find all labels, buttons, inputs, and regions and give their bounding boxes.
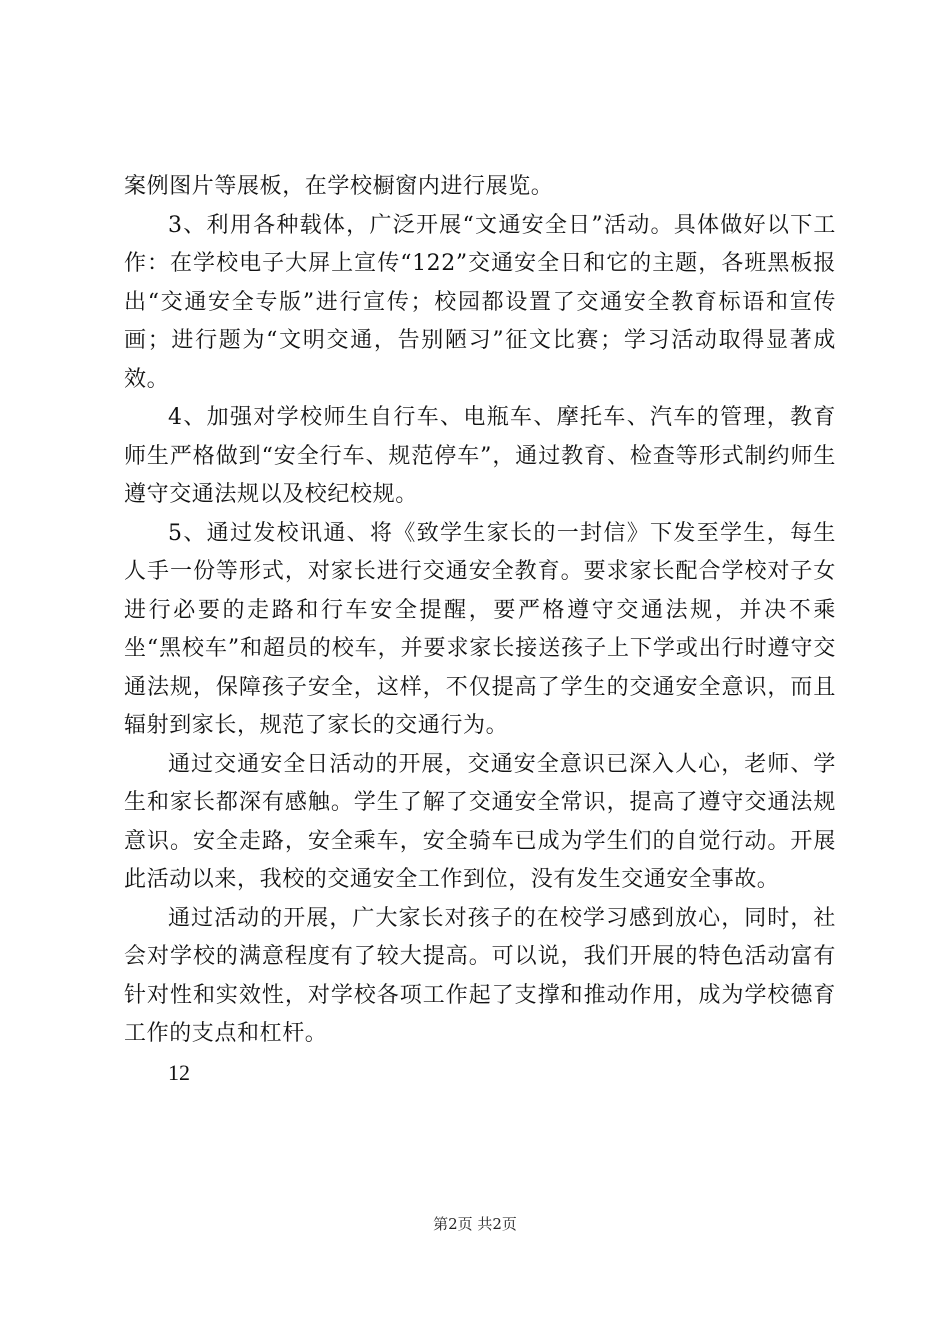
paragraph-item-3: 3、利用各种载体，广泛开展“文通安全日”活动。具体做好以下工作：在学校电子大屏上宣传“122”交通安全日和它的主题，各班黑板报出“交通安全专版”进行宣传；校园都设置了交通安全教育标语和宣传画；进行题为“文明交通，告别陋习”征文比赛；学习活动取得显著成效。 — [124, 212, 836, 392]
paragraph-conclusion: 通过活动的开展，广大家长对孩子的在校学习感到放心，同时，社会对学校的满意程度有了较大提高。可以说，我们开展的特色活动富有针对性和实效性，对学校各项工作起了支撑和推动作用，成为学校德育工作的支点和杠杆。 — [124, 905, 836, 1046]
page-number-label: 第2页 共2页 — [433, 1215, 517, 1233]
paragraph-item-5: 5、通过发校讯通、将《致学生家长的一封信》下发至学生，每生人手一份等形式，对家长进行交通安全教育。要求家长配合学校对子女进行必要的走路和行车安全提醒，要严格遵守交通法规，并决不乘坐“黑校车”和超员的校车，并要求家长接送孩子上下学或出行时遵守交通法规，保障孩子安全，这样，不仅提高了学生的交通安全意识，而且辐射到家长，规范了家长的交通行为。 — [124, 520, 836, 738]
document-body — [124, 168, 836, 1092]
paragraph-summary: 通过交通安全日活动的开展，交通安全意识已深入人心，老师、学生和家长都深有感触。学生了解了交通安全常识，提高了遵守交通法规意识。安全走路，安全乘车，安全骑车已成为学生们的自觉行动。开展此活动以来，我校的交通安全工作到位，没有发生交通安全事故。 — [124, 751, 836, 892]
paragraph-continuation: 案例图片等展板，在学校橱窗内进行展览。 — [124, 174, 554, 199]
trailing-number: 12 — [168, 1059, 190, 1085]
page-footer — [0, 1214, 950, 1234]
paragraph-item-4: 4、加强对学校师生自行车、电瓶车、摩托车、汽车的管理，教育师生严格做到“安全行车、规范停车”，通过教育、检查等形式制约师生遵守交通法规以及校纪校规。 — [124, 405, 836, 507]
